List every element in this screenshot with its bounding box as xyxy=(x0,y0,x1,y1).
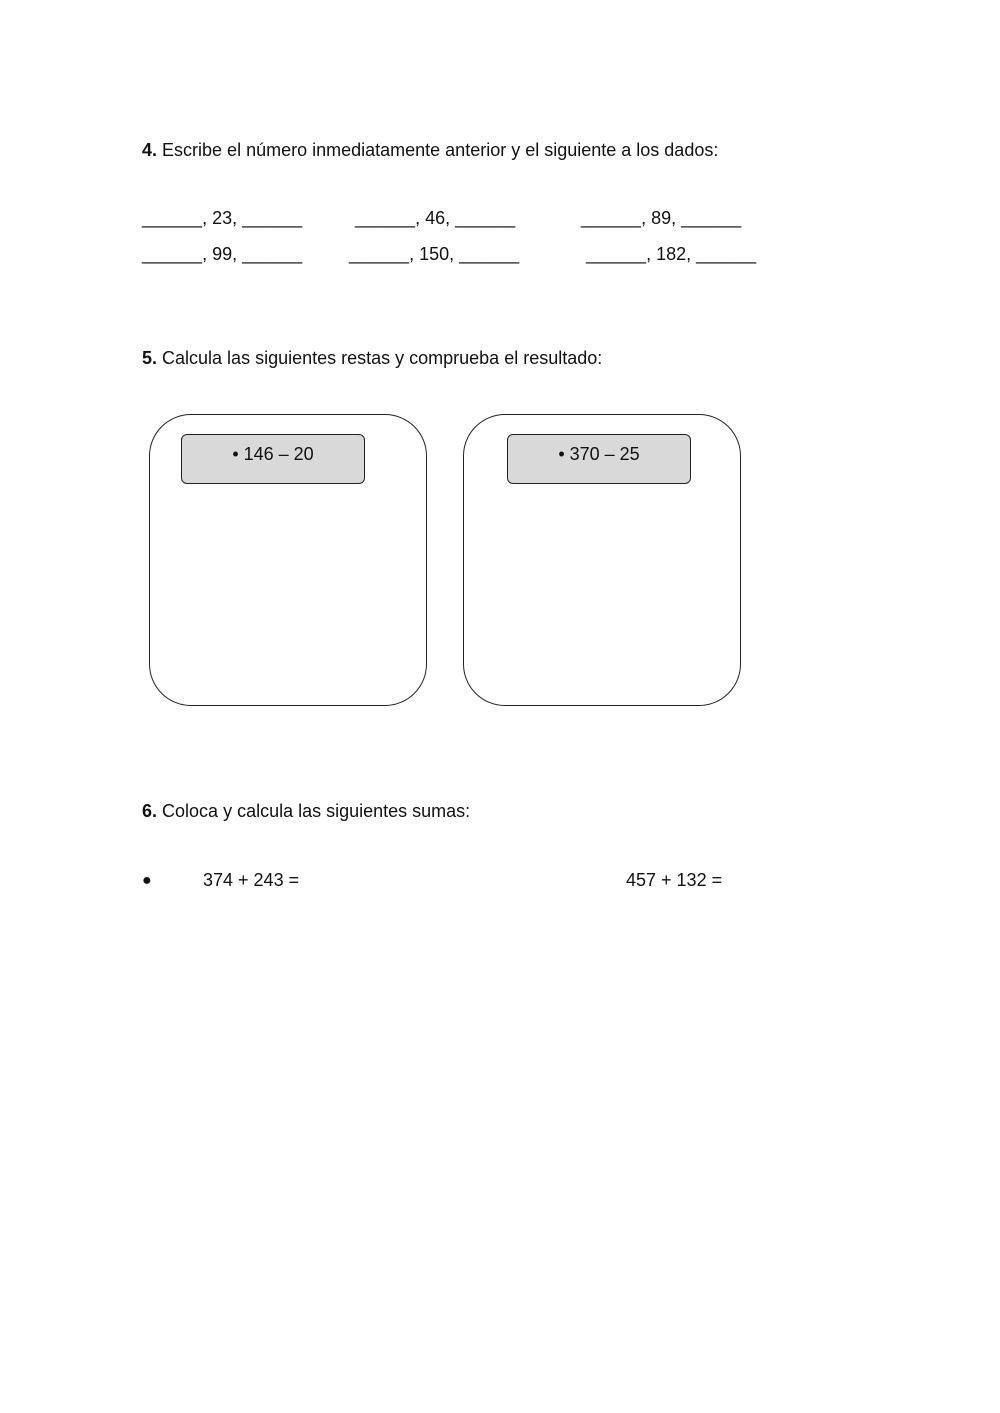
exercise-5-heading xyxy=(142,347,602,369)
exercise-6-number: 6. xyxy=(142,801,158,821)
sum-1: 374 + 243 = xyxy=(203,870,300,890)
sum-bullet-icon: ● xyxy=(142,872,152,889)
subtraction-label-2: • 370 – 25 xyxy=(507,434,691,484)
exercise-4-item-23[interactable]: ______, 23, ______ xyxy=(142,208,303,228)
exercise-6-heading xyxy=(142,800,470,822)
exercise-4-number: 4. xyxy=(142,140,158,160)
exercise-4-item-150[interactable]: ______, 150, ______ xyxy=(349,244,520,264)
subtraction-label-1: • 146 – 20 xyxy=(181,434,365,484)
exercise-4-item-89[interactable]: ______, 89, ______ xyxy=(581,208,742,228)
exercise-4-item-99[interactable]: ______, 99, ______ xyxy=(142,244,303,264)
exercise-4-item-182[interactable]: ______, 182, ______ xyxy=(586,244,757,264)
exercise-5-text: Calcula las siguientes restas y comprueba el resultado: xyxy=(162,348,603,368)
exercise-4-text: Escribe el número inmediatamente anterior y el siguiente a los dados: xyxy=(162,140,719,160)
sum-2: 457 + 132 = xyxy=(626,870,723,890)
exercise-4-heading xyxy=(142,139,718,161)
exercise-4-item-46[interactable]: ______, 46, ______ xyxy=(355,208,516,228)
exercise-5-number: 5. xyxy=(142,348,158,368)
exercise-6-text: Coloca y calcula las siguientes sumas: xyxy=(162,801,471,821)
